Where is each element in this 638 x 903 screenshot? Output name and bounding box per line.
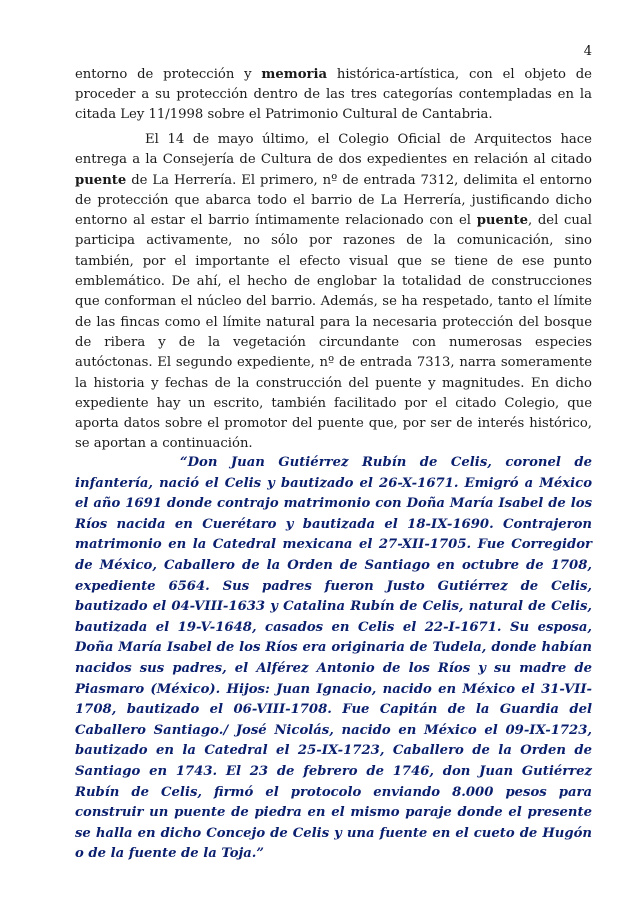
paragraph-2-text-a: El 14 de mayo último, el Colegio Oficial de Arquitectos hace entrega a la Consejería de Cultura de dos expedientes en relación al citado xyxy=(75,132,592,168)
paragraph-2-text-c: , del cual participa activamente, no sólo por razones de la comunicación, sino también, por el importante el efecto visual que se tiene de ese punto emblemático. De ahí, el hecho de englobar la totalidad de construcciones que conforman el núcleo del barrio. Además, se ha respetado, tanto el límite de las fincas como el límite natural para la necesaria protección del bosque de ribera y de la vegetación circundante con numerosas especies autóctonas. El segundo expediente, nº de entrada 7313, narra someramente la historia y fechas de la construcción del puente y magnitudes. En dicho expediente hay un escrito, también facilitado por el citado Colegio, que aporta datos sobre el promotor del puente que, por ser de interés histórico, se aportan a continuación. xyxy=(75,213,593,452)
historical-quote: “Don Juan Gutiérrez Rubín de Celis, coronel de infantería, nació el Celis y bautizado el 26-X-1671. Emigró a México el año 1691 donde contrajo matrimonio con Doña María Isabel de los Ríos nacida en Cuerétaro y bautizada el 18-IX-1690. Contrajeron matrimonio en la Catedral mexicana el 27-XII-1705. Fue Corregidor de México, Caballero de la Orden de Santiago en octubre de 1708, expediente 6564. Sus padres fueron Justo Gutiérrez de Celis, bautizado el 04-VIII-1633 y Catalina Rubín de Celis, natural de Celis, bautizada el 19-V-1648, casados en Celis el 22-I-1671. Su esposa, Doña María Isabel de los Ríos era originaria de Tudela, donde habían nacidos sus padres, el Alférez Antonio de los Ríos y su madre de Piasmaro (México). Hijos: Juan Ignacio, nacido en México el 31-VII-1708, bautizado el 06-VIII-1708. Fue Capitán de la Guardia del Caballero Santiago./ José Nicolás, nacido en México el 09-IX-1723, bautizado en la Catedral el 25-IX-1723, Caballero de la Orden de Santiago en 1743. El 23 de febrero de 1746, don Juan Gutiérrez Rubín de Celis, firmó el protocolo enviando 8.000 pesos para construir un puente de piedra en el mismo paraje donde el presente se halla en dicho Concejo de Celis y una fuente en el cueto de Hugón o de la fuente de la Toja.” xyxy=(75,455,592,862)
paragraph-2-text-b: de La Herrería. El primero, nº de entrada 7312, delimita el entorno de protección que abarca todo el barrio de La Herrería, justificando dicho entorno al estar el barrio íntimamente relacionado con el xyxy=(75,172,592,229)
keyword-memoria: memoria xyxy=(261,67,328,82)
keyword-puente-1: puente xyxy=(75,172,127,188)
keyword-puente-2: puente xyxy=(476,213,528,229)
paragraph-1 xyxy=(75,65,592,125)
paragraph-2 xyxy=(75,130,592,455)
page-number: 4 xyxy=(583,44,592,59)
paragraph-1-text-a: entorno de protección y xyxy=(75,67,262,82)
paragraph-1-text-b: histórica-artística, con el objeto de proceder a su protección dentro de las tres categorías contempladas en la citada Ley 11/1998 sobre el Patrimonio Cultural de Cantabria. xyxy=(75,67,592,122)
